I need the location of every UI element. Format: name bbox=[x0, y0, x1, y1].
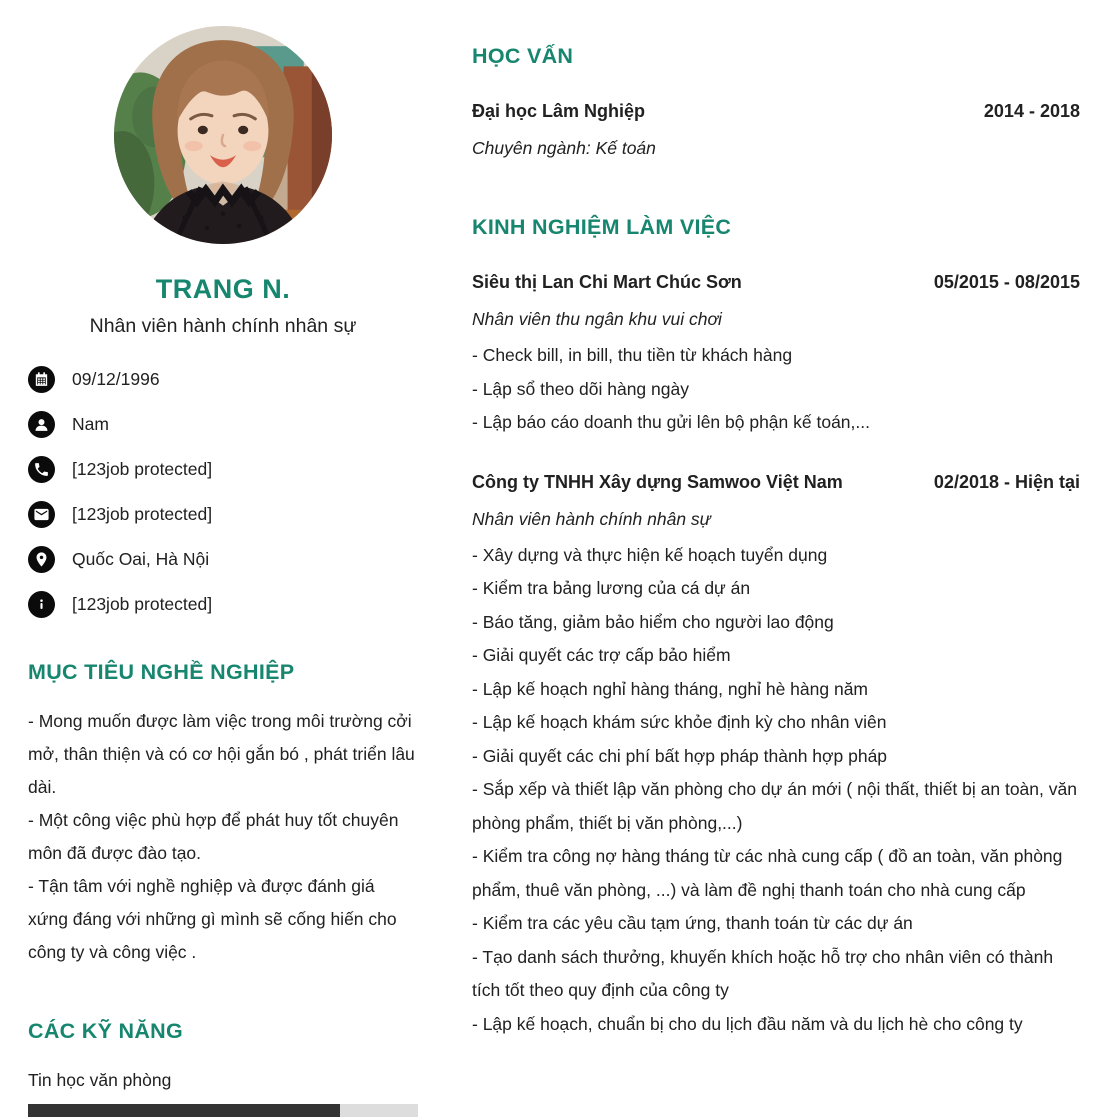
contact-phone bbox=[28, 456, 418, 483]
phone-icon bbox=[28, 456, 55, 483]
job-bullet: - Lập kế hoạch, chuẩn bị cho du lịch đầu năm và du lịch hè cho công ty bbox=[472, 1013, 1023, 1034]
job-bullet: - Kiểm tra bảng lương của cá dự án bbox=[472, 578, 751, 598]
job-bullet: - Kiểm tra các yêu cầu tạm ứng, thanh toán từ các dự án bbox=[472, 913, 913, 933]
location-icon bbox=[28, 546, 55, 573]
job-bullet: - Xây dựng và thực hiện kế hoạch tuyển dụng bbox=[472, 544, 828, 565]
skill-progress-track bbox=[28, 1104, 418, 1117]
job-bullet: - Lập sổ theo dõi hàng ngày bbox=[472, 378, 689, 399]
job-period: 02/2018 - Hiện tại bbox=[933, 471, 1080, 492]
email-icon bbox=[28, 501, 55, 528]
candidate-name: TRANG N. bbox=[155, 274, 291, 304]
profile-photo-illustration bbox=[114, 26, 332, 244]
education-entry bbox=[472, 101, 1080, 122]
job-bullet: - Tạo danh sách thưởng, khuyến khích hoặc hỗ trợ cho nhân viên có thành tích tốt theo quy định của công ty bbox=[472, 946, 1054, 1000]
objective-paragraph: - Mong muốn được làm việc trong môi trường cởi mở, thân thiện và có cơ hội gắn bó , phát triển lâu dài. bbox=[28, 711, 415, 797]
contact-address-text: Quốc Oai, Hà Nội bbox=[72, 549, 210, 569]
left-column bbox=[28, 0, 418, 1117]
education-period: 2014 - 2018 bbox=[983, 101, 1080, 121]
skill-name: Tin học văn phòng bbox=[28, 1070, 172, 1090]
contact-email-text: [123job protected] bbox=[72, 504, 213, 524]
objective-heading: MỤC TIÊU NGHỀ NGHIỆP bbox=[28, 660, 295, 684]
contact-gender bbox=[28, 411, 418, 438]
contact-birthdate bbox=[28, 366, 418, 393]
job-bullet: - Sắp xếp và thiết lập văn phòng cho dự án mới ( nội thất, thiết bị an toàn, văn phòng phẩm, thiết bị văn phòng,...) bbox=[472, 779, 1077, 833]
education-heading: HỌC VẤN bbox=[472, 44, 574, 68]
skills-heading: CÁC KỸ NĂNG bbox=[28, 1019, 183, 1043]
job-header bbox=[472, 472, 1080, 493]
calendar-icon bbox=[28, 366, 55, 393]
school-name: Đại học Lâm Nghiệp bbox=[472, 101, 646, 121]
objective-body bbox=[28, 705, 418, 969]
job-bullets bbox=[472, 539, 1080, 1042]
candidate-title: Nhân viên hành chính nhân sự bbox=[89, 315, 357, 337]
experience-job-1 bbox=[472, 272, 1080, 440]
contact-phone-text: [123job protected] bbox=[72, 459, 213, 479]
job-bullet: - Check bill, in bill, thu tiền từ khách hàng bbox=[472, 345, 793, 365]
job-bullet: - Lập kế hoạch khám sức khỏe định kỳ cho nhân viên bbox=[472, 712, 887, 732]
contact-info-text: [123job protected] bbox=[72, 594, 213, 614]
job-period: 05/2015 - 08/2015 bbox=[933, 272, 1080, 292]
contact-info bbox=[28, 591, 418, 618]
contact-birthdate-text: 09/12/1996 bbox=[72, 369, 160, 389]
job-role: Nhân viên thu ngân khu vui chơi bbox=[472, 309, 722, 329]
job-role: Nhân viên hành chính nhân sự bbox=[472, 508, 711, 529]
objective-paragraph: - Tận tâm với nghề nghiệp và được đánh giá xứng đáng với những gì mình sẽ cống hiến cho công ty và công việc . bbox=[28, 876, 397, 962]
contact-address bbox=[28, 546, 418, 573]
skill-progress-fill bbox=[28, 1104, 340, 1117]
contact-gender-text: Nam bbox=[72, 414, 109, 434]
job-bullet: - Lập báo cáo doanh thu gửi lên bộ phận kế toán,... bbox=[472, 412, 870, 432]
job-bullet: - Giải quyết các trợ cấp bảo hiểm bbox=[472, 645, 731, 665]
experience-heading: KINH NGHIỆM LÀM VIỆC bbox=[472, 215, 732, 239]
job-bullet: - Lập kế hoạch nghỉ hàng tháng, nghỉ hè hàng năm bbox=[472, 678, 869, 699]
company-name: Công ty TNHH Xây dựng Samwoo Việt Nam bbox=[472, 471, 843, 492]
job-bullet: - Giải quyết các chi phí bất hợp pháp thành hợp pháp bbox=[472, 745, 888, 766]
education-major: Chuyên ngành: Kế toán bbox=[472, 138, 656, 158]
company-name: Siêu thị Lan Chi Mart Chúc Sơn bbox=[472, 272, 742, 292]
user-icon bbox=[28, 411, 55, 438]
job-bullet: - Kiểm tra công nợ hàng tháng từ các nhà cung cấp ( đồ an toàn, văn phòng phẩm, thuê văn phòng, ...) và làm đề nghị thanh toán cho nhà cung cấp bbox=[472, 846, 1063, 900]
job-header bbox=[472, 272, 1080, 293]
objective-paragraph: - Một công việc phù hợp để phát huy tốt chuyên môn đã được đào tạo. bbox=[28, 810, 399, 863]
job-bullet: - Báo tăng, giảm bảo hiểm cho người lao động bbox=[472, 611, 834, 632]
contact-list bbox=[28, 366, 418, 618]
job-bullets bbox=[472, 339, 1080, 440]
right-column bbox=[472, 0, 1080, 1041]
profile-photo bbox=[114, 26, 332, 244]
contact-email bbox=[28, 501, 418, 528]
experience-job-2 bbox=[472, 472, 1080, 1042]
info-icon bbox=[28, 591, 55, 618]
